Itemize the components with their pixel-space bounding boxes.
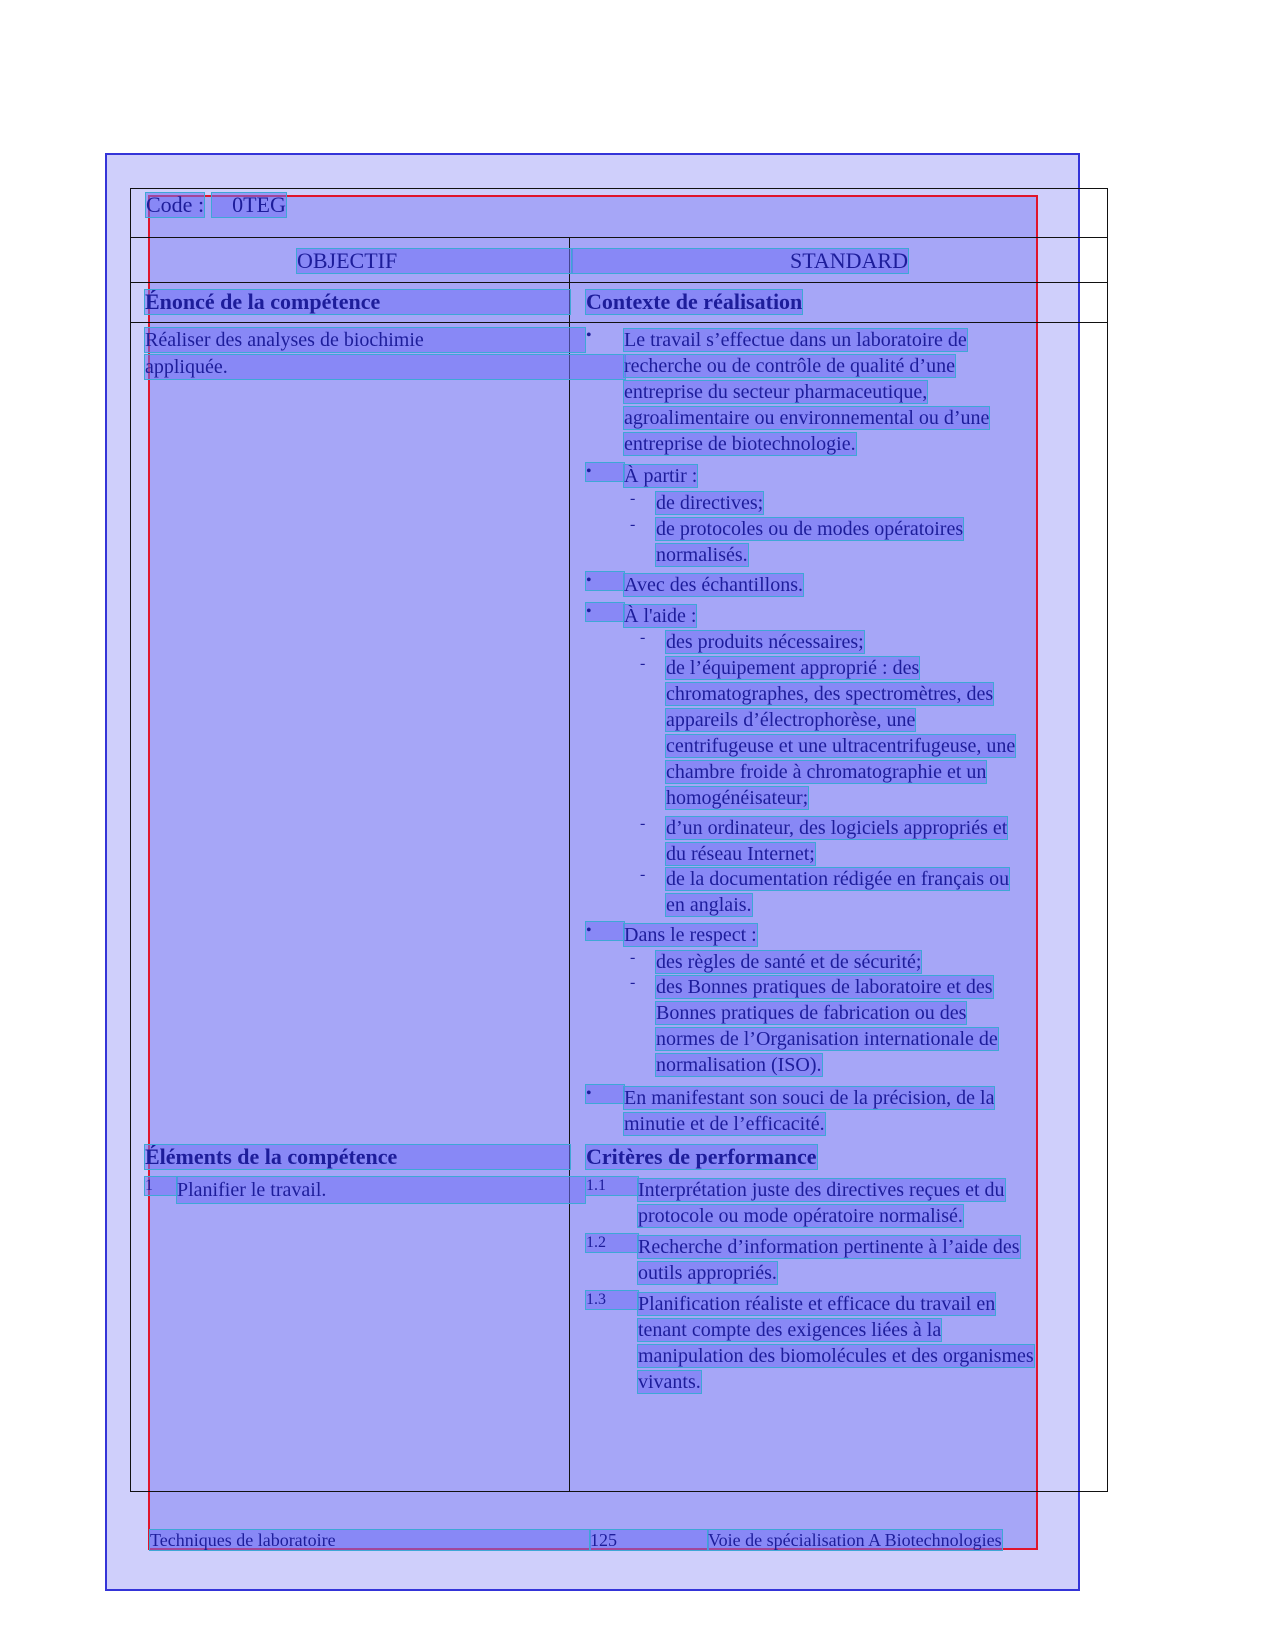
dash-marker: - <box>630 949 636 966</box>
enonce-line: Réaliser des analyses de biochimie <box>145 328 585 352</box>
table-divider <box>130 322 1108 323</box>
text-line: entreprise du secteur pharmaceutique, <box>624 381 928 403</box>
table-divider <box>130 237 1108 238</box>
element-item <box>145 1177 585 1203</box>
text-line: vivants. <box>638 1371 701 1393</box>
criteria-number: 1.3 <box>586 1291 638 1309</box>
table-divider <box>130 282 1108 283</box>
criteria-number: 1.1 <box>586 1177 638 1195</box>
text-line: du réseau Internet; <box>666 843 815 865</box>
contexte-heading: Contexte de réalisation <box>586 289 803 314</box>
bullet-marker: • <box>586 327 592 344</box>
objectif-label: OBJECTIF <box>297 248 398 273</box>
text-line: de directives; <box>656 492 764 514</box>
text-line: entreprise de biotechnologie. <box>624 433 856 455</box>
context-item <box>586 1085 994 1137</box>
text-line: centrifugeuse et une ultracentrifugeuse, une <box>666 735 1016 757</box>
text-line: tenant compte des exigences liées à la <box>638 1319 942 1341</box>
dash-marker: - <box>640 866 646 883</box>
bullet-marker: • <box>586 463 624 481</box>
column-header-objectif <box>297 249 572 273</box>
text-line: des règles de santé et de sécurité; <box>656 951 922 973</box>
context-subitem <box>640 629 864 655</box>
criteria-item <box>586 1177 1005 1229</box>
text-line: chambre froide à chromatographie et un <box>666 761 987 783</box>
text-line: Dans le respect : <box>624 924 757 946</box>
element-number: 1 <box>145 1177 177 1195</box>
code-line <box>146 193 286 217</box>
text-line: Bonnes pratiques de fabrication ou des <box>656 1002 967 1024</box>
text-line: normalisés. <box>656 544 748 566</box>
code-value: 0TEG <box>212 193 286 217</box>
standard-label: STANDARD <box>789 248 908 273</box>
text-line: de protocoles ou de modes opératoires <box>656 518 964 540</box>
context-subitem <box>630 949 921 975</box>
context-item <box>586 603 696 629</box>
text-line: de l’équipement approprié : des <box>666 657 920 679</box>
text-line: chromatographes, des spectromètres, des <box>666 683 994 705</box>
text-line: des produits nécessaires; <box>666 631 864 653</box>
text-line: À partir : <box>624 465 698 487</box>
footer-page-number: 125 <box>590 1530 708 1550</box>
text-line: appareils d’électrophorèse, une <box>666 709 916 731</box>
context-subitem <box>630 974 998 1078</box>
text-line: Avec des échantillons. <box>624 574 804 596</box>
criteria-number: 1.2 <box>586 1234 638 1252</box>
footer-right: Voie de spécialisation A Biotechnologies <box>708 1530 1002 1550</box>
text-line: Recherche d’information pertinente à l’aide des <box>638 1236 1020 1258</box>
text-line: protocole ou mode opératoire normalisé. <box>638 1205 963 1227</box>
context-item <box>586 463 697 489</box>
dash-marker: - <box>640 815 646 832</box>
dash-marker: - <box>630 490 636 507</box>
text-line: Interprétation juste des directives reçues et du <box>638 1179 1005 1201</box>
text-line: recherche ou de contrôle de qualité d’une <box>624 355 955 377</box>
criteria-item <box>586 1234 1020 1286</box>
dash-marker: - <box>640 655 646 672</box>
text-line: En manifestant son souci de la précision, de la <box>624 1087 995 1109</box>
column-header-standard <box>572 249 908 273</box>
text-line: manipulation des biomolécules et des organismes <box>638 1345 1034 1367</box>
bullet-marker: • <box>586 922 624 940</box>
footer-left: Techniques de laboratoire <box>150 1530 590 1550</box>
context-item <box>586 327 989 457</box>
criteria-item <box>586 1291 1034 1395</box>
context-item <box>586 922 757 948</box>
context-item-text <box>624 327 989 457</box>
code-label: Code : <box>146 192 205 217</box>
bullet-marker: • <box>586 603 624 621</box>
context-subitem <box>630 490 763 516</box>
bullet-marker: • <box>586 572 624 590</box>
text-line: normes de l’Organisation internationale de <box>656 1028 998 1050</box>
enonce-heading: Énoncé de la compétence <box>145 290 570 314</box>
element-label: Planifier le travail. <box>177 1177 585 1203</box>
dash-marker: - <box>630 516 636 533</box>
text-line: homogénéisateur; <box>666 787 809 809</box>
enonce-line: appliquée. <box>145 355 625 379</box>
elements-heading: Éléments de la compétence <box>145 1145 570 1169</box>
text-line: Le travail s’effectue dans un laboratoire de <box>624 329 967 351</box>
bullet-marker: • <box>586 1085 624 1103</box>
dash-marker: - <box>640 629 646 646</box>
column-divider <box>569 238 570 1492</box>
dash-marker: - <box>630 974 636 991</box>
text-line: Planification réaliste et efficace du travail en <box>638 1293 996 1315</box>
context-subitem <box>640 866 1009 918</box>
context-subitem <box>630 516 963 568</box>
text-line: d’un ordinateur, des logiciels appropriés et <box>666 817 1008 839</box>
text-line: de la documentation rédigée en français ou <box>666 868 1010 890</box>
text-line: minutie et de l’efficacité. <box>624 1113 825 1135</box>
text-line: outils appropriés. <box>638 1262 777 1284</box>
context-subitem <box>640 815 1007 867</box>
context-item <box>586 572 803 598</box>
criteres-heading: Critères de performance <box>586 1144 817 1169</box>
context-subitem <box>640 655 1015 811</box>
text-line: agroalimentaire ou environnemental ou d’une <box>624 407 990 429</box>
text-line: normalisation (ISO). <box>656 1054 822 1076</box>
text-line: À l'aide : <box>624 605 697 627</box>
text-line: en anglais. <box>666 894 752 916</box>
text-line: des Bonnes pratiques de laboratoire et des <box>656 976 993 998</box>
